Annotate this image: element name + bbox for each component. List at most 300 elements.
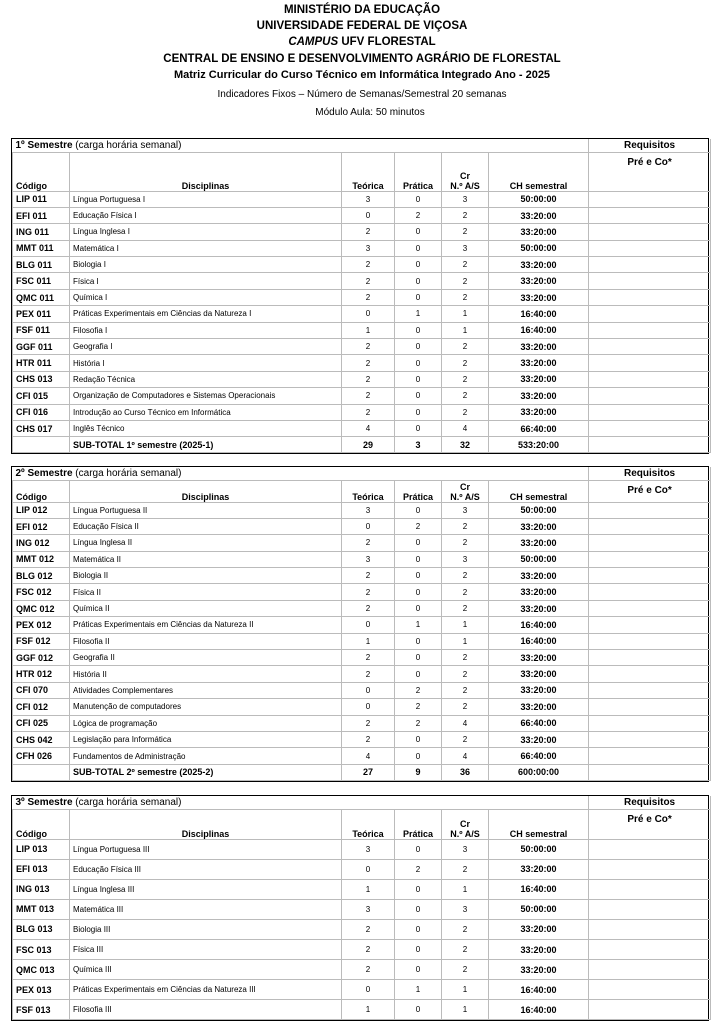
course-code: CFI 070	[13, 682, 70, 698]
teorica-value: 1	[342, 322, 395, 338]
pratica-value: 0	[395, 339, 442, 355]
col-pre-co: Pré e Co*	[589, 152, 711, 191]
teorica-value: 2	[342, 650, 395, 666]
pratica-value: 0	[395, 839, 442, 859]
credits-value: 2	[442, 682, 489, 698]
course-code: HTR 011	[13, 355, 70, 371]
ch-value: 33:20:00	[489, 666, 589, 682]
col-disciplinas: Disciplinas	[70, 480, 342, 502]
credits-value: 1	[442, 322, 489, 338]
course-code: PEX 013	[13, 980, 70, 1000]
course-name: Matemática I	[70, 240, 342, 256]
teorica-value: 2	[342, 339, 395, 355]
requisitos-value	[589, 600, 711, 616]
course-name: Lógica de programação	[70, 715, 342, 731]
credits-value: 2	[442, 600, 489, 616]
course-name: Práticas Experimentais em Ciências da Natureza I	[70, 306, 342, 322]
subtotal-spacer	[13, 437, 70, 453]
course-code: PEX 012	[13, 617, 70, 633]
teorica-value: 0	[342, 518, 395, 534]
ch-value: 66:40:00	[489, 420, 589, 436]
requisitos-value	[589, 879, 711, 899]
requisitos-value	[589, 617, 711, 633]
course-name: Língua Portuguesa II	[70, 502, 342, 518]
course-name: Língua Inglesa I	[70, 224, 342, 240]
course-code: CFH 026	[13, 748, 70, 764]
teorica-value: 2	[342, 568, 395, 584]
teorica-value: 2	[342, 224, 395, 240]
credits-value: 2	[442, 960, 489, 980]
pratica-value: 0	[395, 899, 442, 919]
teorica-value: 2	[342, 355, 395, 371]
teorica-value: 2	[342, 273, 395, 289]
ch-value: 33:20:00	[489, 699, 589, 715]
course-code: BLG 013	[13, 919, 70, 939]
course-name: Filosofia I	[70, 322, 342, 338]
course-code: ING 012	[13, 535, 70, 551]
semester-title	[13, 139, 589, 152]
subtotal-teorica: 29	[342, 437, 395, 453]
ch-value: 33:20:00	[489, 568, 589, 584]
requisitos-value	[589, 939, 711, 959]
pratica-value: 0	[395, 731, 442, 747]
pratica-value: 0	[395, 633, 442, 649]
pratica-value: 0	[395, 371, 442, 387]
pratica-value: 0	[395, 355, 442, 371]
ch-value: 33:20:00	[489, 939, 589, 959]
semester-title-rest: (carga horária semanal)	[72, 467, 182, 479]
requisitos-value	[589, 257, 711, 273]
subtotal-ch: 533:20:00	[489, 437, 589, 453]
pratica-value: 0	[395, 650, 442, 666]
teorica-value: 2	[342, 371, 395, 387]
pratica-value: 0	[395, 191, 442, 207]
ch-value: 33:20:00	[489, 584, 589, 600]
course-code: CFI 012	[13, 699, 70, 715]
pratica-value: 0	[395, 584, 442, 600]
ch-value: 33:20:00	[489, 518, 589, 534]
campus-name: UFV FLORESTAL	[338, 36, 436, 48]
table-row	[13, 859, 711, 879]
teorica-value: 2	[342, 584, 395, 600]
course-name: Biologia III	[70, 919, 342, 939]
pratica-value: 2	[395, 699, 442, 715]
campus-word: CAMPUS	[288, 36, 339, 48]
teorica-value: 2	[342, 939, 395, 959]
course-code: CHS 042	[13, 731, 70, 747]
header-university: UNIVERSIDADE FEDERAL DE VIÇOSA	[256, 20, 468, 32]
pratica-value: 0	[395, 404, 442, 420]
teorica-value: 4	[342, 748, 395, 764]
semester-title	[13, 796, 589, 809]
semester-title-bold: 3º Semestre	[15, 796, 73, 808]
course-code: GGF 011	[13, 339, 70, 355]
ch-value: 16:40:00	[489, 322, 589, 338]
course-name: Matemática II	[70, 551, 342, 567]
requisitos-value	[589, 306, 711, 322]
pratica-value: 0	[395, 879, 442, 899]
ch-value: 33:20:00	[489, 859, 589, 879]
credits-value: 2	[442, 289, 489, 305]
table-row	[13, 568, 711, 584]
course-name: Química II	[70, 600, 342, 616]
credits-value: 2	[442, 859, 489, 879]
ch-value: 33:20:00	[489, 355, 589, 371]
pratica-value: 2	[395, 207, 442, 223]
pratica-value: 0	[395, 535, 442, 551]
course-code: PEX 011	[13, 306, 70, 322]
course-name: Física I	[70, 273, 342, 289]
teorica-value: 3	[342, 240, 395, 256]
ch-value: 33:20:00	[489, 731, 589, 747]
requisitos-value	[589, 289, 711, 305]
credits-value: 2	[442, 568, 489, 584]
col-credits-cr: Cr	[459, 170, 470, 181]
table-row	[13, 551, 711, 567]
table-row	[13, 207, 711, 223]
pratica-value: 0	[395, 420, 442, 436]
ch-value: 16:40:00	[489, 980, 589, 1000]
requisitos-value	[589, 715, 711, 731]
credits-value: 2	[442, 650, 489, 666]
subtotal-requisitos	[589, 764, 711, 780]
teorica-value: 3	[342, 502, 395, 518]
pratica-value: 1	[395, 306, 442, 322]
table-row	[13, 919, 711, 939]
credits-value: 2	[442, 731, 489, 747]
teorica-value: 2	[342, 289, 395, 305]
course-code: FSF 012	[13, 633, 70, 649]
course-name: Física III	[70, 939, 342, 959]
pratica-value: 0	[395, 502, 442, 518]
ch-value: 16:40:00	[489, 1000, 589, 1020]
ch-value: 33:20:00	[489, 919, 589, 939]
subtotal-spacer	[13, 764, 70, 780]
credits-value: 1	[442, 306, 489, 322]
table-row	[13, 306, 711, 322]
course-name: Geografia II	[70, 650, 342, 666]
semester-title-rest: (carga horária semanal)	[72, 139, 182, 151]
course-code: CFI 025	[13, 715, 70, 731]
course-code: FSC 013	[13, 939, 70, 959]
header-central: CENTRAL DE ENSINO E DESENVOLVIMENTO AGRÁRIO DE FLORESTAL	[163, 53, 561, 65]
requisitos-value	[589, 535, 711, 551]
semester-title	[13, 467, 589, 480]
teorica-value: 1	[342, 1000, 395, 1020]
credits-value: 2	[442, 371, 489, 387]
credits-value: 4	[442, 748, 489, 764]
credits-value: 2	[442, 518, 489, 534]
table-row	[13, 404, 711, 420]
credits-value: 2	[442, 584, 489, 600]
teorica-value: 2	[342, 919, 395, 939]
course-name: Língua Inglesa III	[70, 879, 342, 899]
pratica-value: 0	[395, 289, 442, 305]
col-codigo: Código	[13, 809, 70, 839]
semester-title-rest: (carga horária semanal)	[72, 796, 182, 808]
table-row	[13, 748, 711, 764]
credits-value: 3	[442, 899, 489, 919]
course-name: História I	[70, 355, 342, 371]
table-row	[13, 224, 711, 240]
credits-value: 2	[442, 404, 489, 420]
ch-value: 33:20:00	[489, 388, 589, 404]
requisitos-value	[589, 371, 711, 387]
teorica-value: 0	[342, 699, 395, 715]
credits-value: 2	[442, 666, 489, 682]
ch-value: 50:00:00	[489, 191, 589, 207]
course-name: Língua Portuguesa I	[70, 191, 342, 207]
requisitos-value	[589, 207, 711, 223]
table-row	[13, 699, 711, 715]
table-row	[13, 633, 711, 649]
course-code: QMC 012	[13, 600, 70, 616]
credits-value: 3	[442, 191, 489, 207]
pratica-value: 0	[395, 1000, 442, 1020]
table-row	[13, 371, 711, 387]
course-code: CHS 013	[13, 371, 70, 387]
requisitos-value	[589, 859, 711, 879]
table-row	[13, 535, 711, 551]
course-code: QMC 013	[13, 960, 70, 980]
pratica-value: 0	[395, 273, 442, 289]
requisitos-header: Requisitos	[589, 467, 711, 480]
pratica-value: 2	[395, 682, 442, 698]
table-row	[13, 518, 711, 534]
table-row	[13, 650, 711, 666]
col-codigo: Código	[13, 152, 70, 191]
course-name: Manutenção de computadores	[70, 699, 342, 715]
subtotal-row	[13, 764, 711, 780]
header-campus	[0, 36, 724, 48]
subtotal-requisitos	[589, 437, 711, 453]
header-ministry: MINISTÉRIO DA EDUCAÇÃO	[283, 4, 441, 16]
semester-1-table	[11, 138, 709, 454]
ch-value: 50:00:00	[489, 551, 589, 567]
ch-value: 33:20:00	[489, 650, 589, 666]
table-row	[13, 502, 711, 518]
table-row	[13, 731, 711, 747]
subtotal-teorica: 27	[342, 764, 395, 780]
table-row	[13, 240, 711, 256]
requisitos-value	[589, 551, 711, 567]
table-row	[13, 355, 711, 371]
teorica-value: 2	[342, 666, 395, 682]
col-pratica: Prática	[395, 152, 442, 191]
requisitos-header: Requisitos	[589, 796, 711, 809]
table-row	[13, 715, 711, 731]
course-code: EFI 013	[13, 859, 70, 879]
teorica-value: 2	[342, 388, 395, 404]
table-row	[13, 191, 711, 207]
pratica-value: 0	[395, 224, 442, 240]
col-teorica: Teórica	[342, 480, 395, 502]
requisitos-value	[589, 650, 711, 666]
col-credits	[442, 152, 489, 191]
requisitos-value	[589, 748, 711, 764]
credits-value: 4	[442, 715, 489, 731]
course-code: QMC 011	[13, 289, 70, 305]
course-code: CFI 015	[13, 388, 70, 404]
col-credits-na: N.º A/S	[450, 491, 480, 502]
course-name: Redação Técnica	[70, 371, 342, 387]
course-code: LIP 012	[13, 502, 70, 518]
col-disciplinas: Disciplinas	[70, 809, 342, 839]
credits-value: 4	[442, 420, 489, 436]
course-code: EFI 011	[13, 207, 70, 223]
teorica-value: 2	[342, 257, 395, 273]
requisitos-value	[589, 322, 711, 338]
teorica-value: 0	[342, 682, 395, 698]
ch-value: 50:00:00	[489, 899, 589, 919]
teorica-value: 3	[342, 191, 395, 207]
teorica-value: 2	[342, 715, 395, 731]
ch-value: 50:00:00	[489, 839, 589, 859]
requisitos-value	[589, 502, 711, 518]
requisitos-value	[589, 420, 711, 436]
ch-value: 33:20:00	[489, 371, 589, 387]
requisitos-value	[589, 633, 711, 649]
course-code: MMT 012	[13, 551, 70, 567]
table-row	[13, 960, 711, 980]
course-code: LIP 013	[13, 839, 70, 859]
table-row	[13, 273, 711, 289]
table-row	[13, 339, 711, 355]
credits-value: 3	[442, 839, 489, 859]
course-name: Práticas Experimentais em Ciências da Natureza II	[70, 617, 342, 633]
subtotal-label: SUB-TOTAL 2º semestre (2025-2)	[70, 764, 342, 780]
course-code: HTR 012	[13, 666, 70, 682]
ch-value: 33:20:00	[489, 207, 589, 223]
col-pre-co: Pré e Co*	[589, 809, 711, 839]
course-code: ING 011	[13, 224, 70, 240]
credits-value: 3	[442, 502, 489, 518]
subtotal-row	[13, 437, 711, 453]
col-teorica: Teórica	[342, 809, 395, 839]
course-name: Legislação para Informática	[70, 731, 342, 747]
requisitos-value	[589, 699, 711, 715]
ch-value: 16:40:00	[489, 617, 589, 633]
col-ch-semestral: CH semestral	[489, 480, 589, 502]
subtotal-label: SUB-TOTAL 1º semestre (2025-1)	[70, 437, 342, 453]
table-row	[13, 879, 711, 899]
credits-value: 2	[442, 224, 489, 240]
pratica-value: 2	[395, 859, 442, 879]
pratica-value: 0	[395, 919, 442, 939]
col-ch-semestral: CH semestral	[489, 152, 589, 191]
requisitos-value	[589, 980, 711, 1000]
pratica-value: 0	[395, 257, 442, 273]
credits-value: 2	[442, 207, 489, 223]
course-code: MMT 011	[13, 240, 70, 256]
ch-value: 33:20:00	[489, 600, 589, 616]
table-row	[13, 420, 711, 436]
credits-value: 1	[442, 980, 489, 1000]
teorica-value: 0	[342, 207, 395, 223]
requisitos-header: Requisitos	[589, 139, 711, 152]
course-code: BLG 011	[13, 257, 70, 273]
requisitos-value	[589, 960, 711, 980]
col-credits	[442, 480, 489, 502]
table-row	[13, 839, 711, 859]
course-code: EFI 012	[13, 518, 70, 534]
credits-value: 1	[442, 633, 489, 649]
credits-value: 3	[442, 240, 489, 256]
requisitos-value	[589, 899, 711, 919]
requisitos-value	[589, 224, 711, 240]
table-row	[13, 584, 711, 600]
ch-value: 33:20:00	[489, 273, 589, 289]
subtotal-pratica: 3	[395, 437, 442, 453]
col-credits-cr: Cr	[459, 818, 470, 829]
course-code: LIP 011	[13, 191, 70, 207]
course-name: Inglês Técnico	[70, 420, 342, 436]
ch-value: 33:20:00	[489, 339, 589, 355]
course-code: ING 013	[13, 879, 70, 899]
credits-value: 1	[442, 617, 489, 633]
table-row	[13, 600, 711, 616]
subtotal-pratica: 9	[395, 764, 442, 780]
col-credits-cr: Cr	[459, 481, 470, 492]
subtotal-credits: 32	[442, 437, 489, 453]
pratica-value: 2	[395, 518, 442, 534]
header-indicators: Indicadores Fixos – Número de Semanas/Semestral 20 semanas	[217, 89, 507, 100]
teorica-value: 3	[342, 899, 395, 919]
requisitos-value	[589, 682, 711, 698]
table-row	[13, 682, 711, 698]
course-name: Atividades Complementares	[70, 682, 342, 698]
requisitos-value	[589, 339, 711, 355]
credits-value: 1	[442, 879, 489, 899]
course-name: Práticas Experimentais em Ciências da Natureza III	[70, 980, 342, 1000]
credits-value: 2	[442, 273, 489, 289]
table-row	[13, 388, 711, 404]
credits-value: 2	[442, 939, 489, 959]
course-name: Educação Física I	[70, 207, 342, 223]
pratica-value: 0	[395, 551, 442, 567]
course-name: Língua Portuguesa III	[70, 839, 342, 859]
credits-value: 2	[442, 355, 489, 371]
requisitos-value	[589, 568, 711, 584]
pratica-value: 1	[395, 980, 442, 1000]
requisitos-value	[589, 240, 711, 256]
course-name: Biologia II	[70, 568, 342, 584]
ch-value: 66:40:00	[489, 748, 589, 764]
table-row	[13, 666, 711, 682]
course-name: Organização de Computadores e Sistemas Operacionais	[70, 388, 342, 404]
pratica-value: 0	[395, 322, 442, 338]
teorica-value: 2	[342, 535, 395, 551]
credits-value: 1	[442, 1000, 489, 1020]
course-code: GGF 012	[13, 650, 70, 666]
col-disciplinas: Disciplinas	[70, 152, 342, 191]
teorica-value: 2	[342, 404, 395, 420]
teorica-value: 3	[342, 839, 395, 859]
pratica-value: 0	[395, 960, 442, 980]
course-name: Língua Inglesa II	[70, 535, 342, 551]
ch-value: 16:40:00	[489, 633, 589, 649]
ch-value: 16:40:00	[489, 306, 589, 322]
requisitos-value	[589, 1000, 711, 1020]
course-code: FSF 011	[13, 322, 70, 338]
requisitos-value	[589, 731, 711, 747]
table-row	[13, 322, 711, 338]
course-name: Filosofia II	[70, 633, 342, 649]
requisitos-value	[589, 666, 711, 682]
teorica-value: 2	[342, 600, 395, 616]
credits-value: 2	[442, 257, 489, 273]
col-credits-na: N.º A/S	[450, 180, 480, 191]
